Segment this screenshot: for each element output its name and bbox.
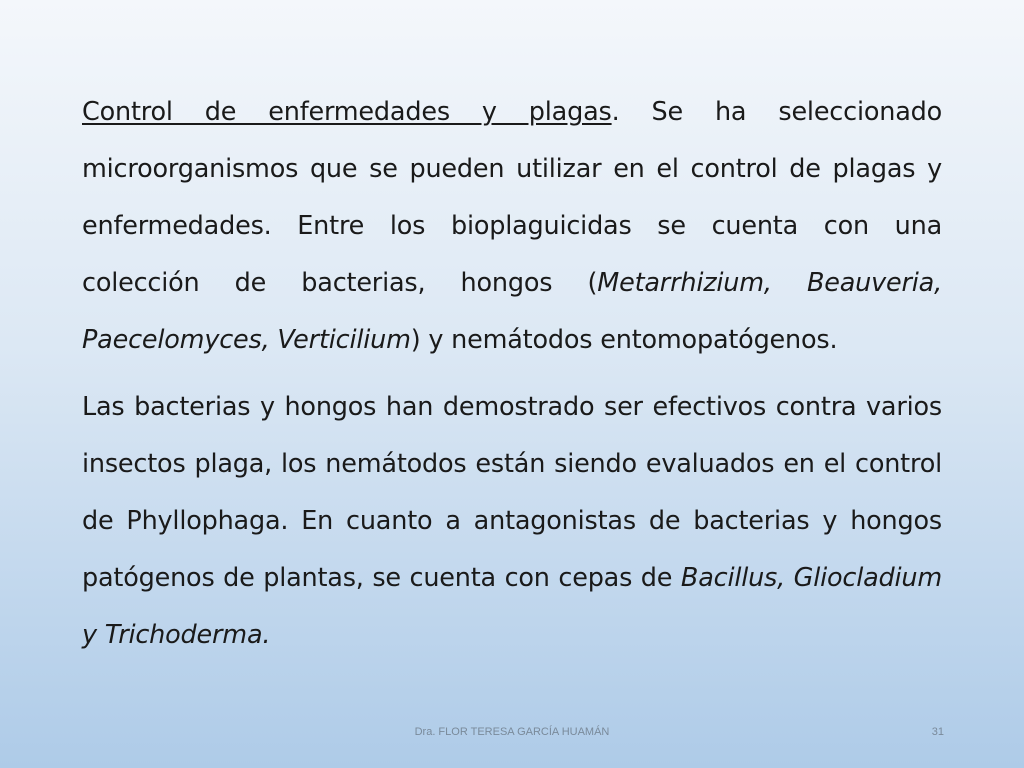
paragraph-heading: Control de enfermedades y plagas xyxy=(82,97,612,127)
slide-body xyxy=(82,84,942,674)
slide-page-number: 31 xyxy=(931,726,944,738)
paragraph1-italic-genera: Metarrhizium, Beauveria, Paecelomyces, Verticilium xyxy=(82,268,943,355)
paragraph1-text-b: ) y nemátodos entomopatógenos. xyxy=(410,325,838,355)
paragraph2-text-a: Las bacterias y hongos han demostrado ser efectivos contra varios insectos plaga, los nemátodos están siendo evaluados en el control de Phyllophaga. En cuanto a antagonistas de bacterias y hongos patógenos de plantas, se cuenta con cepas de xyxy=(82,392,942,593)
footer-author: Dra. FLOR TERESA GARCÍA HUAMÁN xyxy=(414,726,610,738)
paragraph-control-plagas xyxy=(82,84,942,369)
paragraph1-text-a: Se ha seleccionado microorganismos que se pueden utilizar en el control de plagas y enfermedades. Entre los bioplaguicidas se cuenta con una colección de bacterias, hongos ( xyxy=(82,97,943,298)
paragraph2-italic-genera: Bacillus, Gliocladium y Trichoderma. xyxy=(82,563,943,650)
paragraph-bacterias-hongos xyxy=(82,379,942,664)
heading-punctuation: . xyxy=(611,97,620,127)
